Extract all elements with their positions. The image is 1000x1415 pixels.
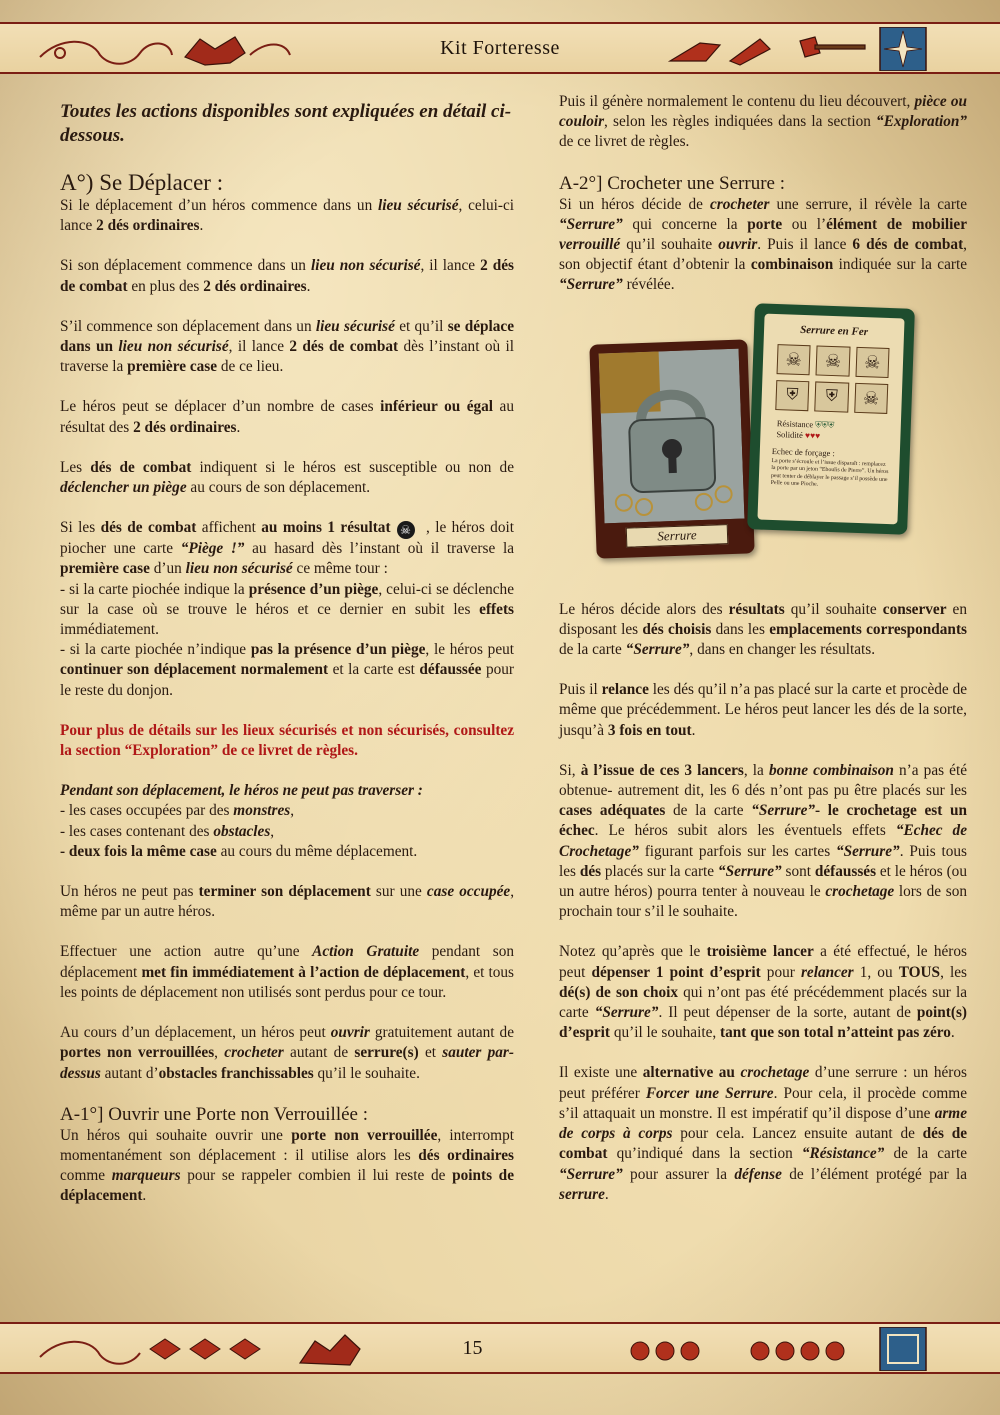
page-header-title: Kit Forteresse bbox=[440, 37, 560, 59]
section-heading-pick-lock: A-2°] Crocheter une Serrure : bbox=[559, 172, 786, 194]
paragraph: Le héros décide alors des résultats qu’il souhaite conserver en disposant les dés choisis dans les emplacements correspondants de la carte “Serrure”, dans en changer les résultats. bbox=[559, 600, 968, 659]
paragraph: Les dés de combat indiquent si le héros est susceptible ou non de déclencher un piège au cours de son déplacement. bbox=[60, 458, 514, 497]
section-heading-move: A°) Se Déplacer : bbox=[60, 170, 224, 195]
paragraph: Si un héros décide de crocheter une serrure, il révèle la carte “Serrure” qui concerne la porte ou l’élément de mobilier verrouillé qu’il souhaite ouvrir. Puis il lance 6 dés de combat, son objectif étant d’obtenir la combinaison indiquée sur la carte “Serrure” révélée. bbox=[559, 195, 967, 294]
paragraph: Puis il génère normalement le contenu du lieu découvert, pièce ou couloir, selon les règles indiquées dans la section “Exploration” de ce livret de règles. bbox=[559, 93, 968, 151]
card-fail-text: La porte s’écroule et l’issue disparaît : remplacez la porte par un jeton “Eboulis de Pierre”. Un héros peut tenter de déblayer le passage s’il possède une Pelle ou une Pioche. bbox=[770, 457, 889, 488]
right-column bbox=[559, 92, 967, 1225]
lock-card-front bbox=[589, 339, 754, 558]
section-heading-open-door: A-1°] Ouvrir une Porte non Verrouillée : bbox=[60, 1103, 369, 1125]
paragraph: Un héros ne peut pas terminer son déplacement sur une case occupée, même par un autre héros. bbox=[60, 883, 515, 921]
skull-die-icon: ☠ bbox=[397, 521, 415, 539]
paragraph: S’il commence son déplacement dans un lieu sécurisé et qu’il se déplace dans un lieu non sécurisé, il lance 2 dés de combat dès l’instant où il traverse la première case de ce lieu. bbox=[60, 317, 515, 376]
list-item: - les cases occupées par des monstres, bbox=[60, 802, 295, 820]
paragraph: Puis il relance les dés qu’il n’a pas placé sur la carte et procède de même que précédemment. Le héros peut lancer les dés de la sorte, jusqu’à 3 fois en tout. bbox=[559, 681, 968, 739]
card-back-title: Serrure en Fer bbox=[799, 323, 869, 338]
card-front-label: Serrure bbox=[626, 524, 729, 548]
heart-icon: ♥♥♥ bbox=[804, 429, 821, 441]
paragraph: Si, à l’issue de ces 3 lancers, la bonne combinaison n’a pas été obtenue- autrement dit, les 6 dés n’ont pas pu être placés sur les cases adéquates de la carte “Serrure”- le crochetage est un échec. Le héros subit alors les éventuels effets “Echec de Crochetage” figurant parfois sur les cartes “Serrure”. Puis tous les dés placés sur la carte “Serrure” sont défaussés et le héros (ou un autre héros) pourra tenter à nouveau le crochetage lors de son prochain tour s’il le souhaite. bbox=[559, 761, 968, 921]
shield-icon: ⛨ bbox=[815, 381, 849, 412]
lock-card-illustration bbox=[559, 306, 967, 576]
skull-icon: ☠ bbox=[777, 344, 811, 375]
red-note: Pour plus de détails sur les lieux sécurisés et non sécurisés, consultez la section “Exploration” de ce livret de règles. bbox=[60, 721, 514, 760]
shield-icon: ⛨⛨⛨ bbox=[815, 419, 835, 430]
footer-band bbox=[0, 1322, 1000, 1374]
intro-text: Toutes les actions disponibles sont expliquées en détail ci-dessous. bbox=[60, 101, 512, 146]
left-column bbox=[60, 100, 514, 1227]
header-band bbox=[0, 22, 1000, 74]
card-fail-label: Echec de forçage : bbox=[771, 445, 835, 458]
paragraph: Si son déplacement commence dans un lieu non sécurisé, il lance 2 dés de combat en plus des 2 dés ordinaires. bbox=[60, 257, 514, 295]
lock-card-back bbox=[747, 303, 915, 534]
padlock-icon bbox=[599, 348, 745, 523]
paragraph: Notez qu’après que le troisième lancer a été effectué, le héros peut dépenser 1 point d’esprit pour relancer 1, ou TOUS, les dé(s) de son choix qui n’ont pas été précédemment placés sur la carte “Serrure”. Il peut dépenser de la sorte, autant de point(s) d’esprit qu’il le souhaite, tant que son total n’atteint pas zéro. bbox=[559, 943, 967, 1042]
paragraph: - si la carte piochée indique la présence d’un piège, celui-ci se déclenche sur la case où se trouve le héros et ce dernier en subit les effets immédiatement. bbox=[60, 580, 514, 639]
list-item: - les cases contenant des obstacles, bbox=[60, 822, 275, 840]
paragraph: Un héros qui souhaite ouvrir une porte non verrouillée, interrompt momentanément son déplacement : il utilise alors les dés ordinaires comme marqueurs pour se rappeler combien il lui reste de points de déplacement. bbox=[60, 1126, 515, 1205]
paragraph: Si les dés de combat affichent au moins 1 résultat ☠ , le héros doit piocher une carte “Piège !” au hasard dès l’instant où il traverse la première case d’un lieu non sécurisé ce même tour : bbox=[60, 519, 514, 578]
paragraph: Effectuer une action autre qu’une Action Gratuite pendant son déplacement met fin immédiatement à l’action de déplacement, et tous les points de déplacement non utilisés sont perdus pour ce tour. bbox=[60, 943, 515, 1001]
paragraph: Il existe une alternative au crochetage d’une serrure : un héros peut préférer Forcer une Serrure. Pour cela, il procède comme s’il attaquait un monstre. Il est impératif qu’il dispose d’une arme de corps à corps pour cela. Lancez ensuite autant de dés de combat qu’indiqué dans la section “Résistance” de la carte “Serrure” pour assurer la défense de l’élément protégé par la serrure. bbox=[559, 1064, 968, 1203]
page-number: 15 bbox=[462, 1337, 483, 1359]
list-item: - deux fois la même case au cours du même déplacement. bbox=[60, 842, 418, 860]
paragraph: Au cours d’un déplacement, un héros peut ouvrir gratuitement autant de portes non verrouillées, crocheter autant de serrure(s) et sauter par-dessus autant d’obstacles franchissables qu’il le souhaite. bbox=[60, 1024, 514, 1082]
card-solidite-label: Solidité bbox=[776, 428, 804, 440]
skull-icon: ☠ bbox=[854, 382, 888, 413]
skull-slots bbox=[775, 344, 889, 414]
skull-icon: ☠ bbox=[816, 345, 850, 376]
paragraph: Si le déplacement d’un héros commence dans un lieu sécurisé, celui-ci lance 2 dés ordinaires. bbox=[60, 197, 514, 235]
paragraph: Pendant son déplacement, le héros ne peut pas traverser : bbox=[60, 782, 423, 800]
skull-icon: ☠ bbox=[855, 346, 889, 377]
shield-icon: ⛨ bbox=[775, 380, 809, 411]
paragraph: Le héros peut se déplacer d’un nombre de cases inférieur ou égal au résultat des 2 dés ordinaires. bbox=[60, 398, 514, 436]
paragraph: - si la carte piochée n’indique pas la présence d’un piège, le héros peut continuer son déplacement normalement et la carte est défaussée pour le reste du donjon. bbox=[60, 641, 515, 699]
card-resistance-label: Résistance bbox=[776, 417, 814, 430]
